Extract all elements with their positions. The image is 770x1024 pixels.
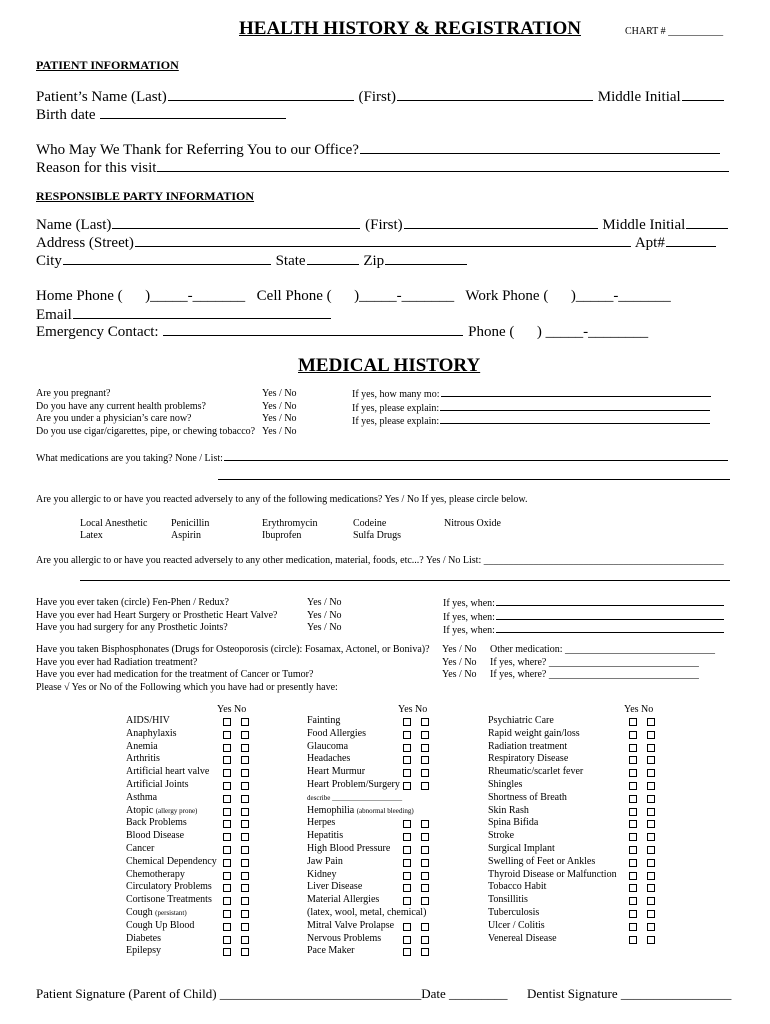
condition-hemophilia: Hemophilia (abnormal bleeding) [307, 804, 414, 816]
no-checkbox[interactable] [647, 820, 655, 828]
condition-shingles: Shingles [488, 778, 523, 790]
yes-checkbox[interactable] [223, 872, 231, 880]
no-checkbox[interactable] [647, 897, 655, 905]
condition-rapid-weight: Rapid weight gain/loss [488, 727, 580, 739]
radiation-where-field[interactable]: If yes, where? ______________________________ [490, 656, 699, 668]
yes-checkbox[interactable] [223, 897, 231, 905]
no-checkbox[interactable] [241, 718, 249, 726]
no-checkbox[interactable] [421, 731, 429, 739]
patient-first-input[interactable] [397, 88, 593, 101]
birth-date-input[interactable] [100, 106, 286, 119]
yes-checkbox[interactable] [403, 897, 411, 905]
yes-checkbox[interactable] [223, 910, 231, 918]
medications-row [36, 452, 729, 464]
condition-anemia: Anemia [126, 740, 158, 752]
no-checkbox[interactable] [647, 756, 655, 764]
yes-checkbox[interactable] [629, 744, 637, 752]
conditions-col-2 [307, 715, 442, 958]
condition-liver-disease: Liver Disease [307, 881, 363, 893]
responsible-heading: RESPONSIBLE PARTY INFORMATION [36, 189, 255, 203]
condition-respiratory: Respiratory Disease [488, 753, 569, 765]
yes-checkbox[interactable] [403, 833, 411, 841]
condition-cancer: Cancer [126, 842, 155, 854]
yes-no-option[interactable]: Yes / No [442, 656, 477, 668]
explain-input[interactable] [440, 415, 710, 424]
no-checkbox[interactable] [647, 718, 655, 726]
condition-surgical-implant: Surgical Implant [488, 842, 555, 854]
yes-checkbox[interactable] [629, 846, 637, 854]
no-checkbox[interactable] [421, 936, 429, 944]
explain-label: If yes, please explain: [352, 416, 440, 427]
resp-last-label: Name (Last) [36, 217, 112, 233]
when-label: If yes, when: [443, 598, 495, 609]
no-checkbox[interactable] [647, 846, 655, 854]
no-checkbox[interactable] [421, 744, 429, 752]
drug-nitrous-oxide[interactable]: Nitrous Oxide [444, 518, 501, 529]
yes-checkbox[interactable] [223, 820, 231, 828]
city-row [36, 252, 468, 270]
yes-checkbox[interactable] [403, 872, 411, 880]
no-checkbox[interactable] [421, 859, 429, 867]
address-label: Address (Street) [36, 235, 134, 251]
dentist-signature-field[interactable]: Dentist Signature _________________ [527, 986, 732, 1001]
yes-checkbox[interactable] [629, 910, 637, 918]
no-checkbox[interactable] [647, 744, 655, 752]
surgery-when [443, 597, 725, 638]
yes-checkbox[interactable] [223, 808, 231, 816]
yes-checkbox[interactable] [403, 846, 411, 854]
patient-first-label: (First) [358, 89, 397, 105]
yes-no-header-1: Yes No [217, 704, 247, 715]
when-label: If yes, when: [443, 611, 495, 623]
medications-input[interactable] [224, 452, 728, 461]
condition-heart-problem: Heart Problem/Surgery [307, 778, 400, 790]
condition-blood-disease: Blood Disease [126, 830, 185, 842]
no-checkbox[interactable] [241, 782, 249, 790]
yes-checkbox[interactable] [629, 833, 637, 841]
months-label: If yes, how many mo: [352, 389, 440, 400]
yes-checkbox[interactable] [403, 769, 411, 777]
condition-food-allergies: Food Allergies [307, 727, 366, 739]
phone-row [36, 288, 671, 305]
heart-describe-field[interactable]: describe ____________________ [307, 793, 403, 802]
allergy-drug-list [80, 518, 535, 542]
yes-checkbox[interactable] [223, 756, 231, 764]
condition-hepatitis: Hepatitis [307, 830, 344, 842]
drug-codeine[interactable]: Codeine [353, 518, 387, 529]
no-checkbox[interactable] [241, 936, 249, 944]
referral-label: Who May We Thank for Referring You to our Office? [36, 142, 359, 158]
no-checkbox[interactable] [241, 795, 249, 803]
yes-checkbox[interactable] [629, 795, 637, 803]
condition-psychiatric: Psychiatric Care [488, 715, 554, 726]
no-checkbox[interactable] [647, 923, 655, 931]
yes-no-option[interactable]: Yes / No [262, 425, 297, 437]
no-checkbox[interactable] [421, 846, 429, 854]
drug-local-anesthetic[interactable]: Local Anesthetic [80, 518, 148, 529]
condition-glaucoma: Glaucoma [307, 740, 349, 752]
condition-tonsillitis: Tonsillitis [488, 894, 528, 906]
q-fenphen: Have you ever taken (circle) Fen-Phen / Redux? [36, 597, 229, 608]
material-allergies-note: (latex, wool, metal, chemical) [307, 906, 427, 918]
no-checkbox[interactable] [421, 948, 429, 956]
resp-middle-label: Middle Initial [602, 217, 686, 233]
conditions-col-1 [126, 715, 256, 958]
no-checkbox[interactable] [647, 859, 655, 867]
apt-input[interactable] [666, 234, 716, 247]
no-checkbox[interactable] [241, 820, 249, 828]
yes-checkbox[interactable] [403, 782, 411, 790]
emergency-row [36, 323, 648, 341]
condition-chemical-dependency: Chemical Dependency [126, 855, 217, 867]
when-input[interactable] [496, 624, 724, 633]
condition-heart-murmur: Heart Murmur [307, 766, 366, 778]
other-medication-field[interactable]: Other medication: ______________________________ [490, 644, 715, 655]
reason-label: Reason for this visit [36, 160, 157, 176]
when-input[interactable] [496, 611, 724, 620]
no-checkbox[interactable] [241, 769, 249, 777]
no-checkbox[interactable] [647, 795, 655, 803]
allergic-question: Are you allergic to or have you reacted adversely to any of the following medications? Yes / No If yes, please circle below. [36, 494, 528, 505]
yes-checkbox[interactable] [403, 718, 411, 726]
resp-first-label: (First) [365, 217, 403, 233]
no-checkbox[interactable] [421, 872, 429, 880]
email-row [36, 306, 332, 324]
resp-middle-input[interactable] [686, 216, 728, 229]
no-checkbox[interactable] [647, 910, 655, 918]
no-checkbox[interactable] [241, 872, 249, 880]
patient-middle-input[interactable] [682, 88, 724, 101]
please-check-instruction: Please √ Yes or No of the Following which you have had or presently have: [36, 681, 338, 693]
condition-back-problems: Back Problems [126, 817, 187, 829]
referral-input[interactable] [360, 141, 720, 154]
state-label: State [275, 253, 306, 269]
no-checkbox[interactable] [421, 897, 429, 905]
no-checkbox[interactable] [241, 923, 249, 931]
home-phone-field[interactable]: Home Phone ( )_____-_______ [36, 288, 246, 304]
yes-checkbox[interactable] [403, 859, 411, 867]
yes-checkbox[interactable] [629, 897, 637, 905]
yes-checkbox[interactable] [223, 923, 231, 931]
chart-number-field[interactable]: CHART # ___________ [625, 26, 724, 37]
condition-shortness-breath: Shortness of Breath [488, 791, 567, 803]
yes-checkbox[interactable] [629, 923, 637, 931]
no-checkbox[interactable] [421, 820, 429, 828]
yes-checkbox[interactable] [223, 744, 231, 752]
apt-label: Apt# [634, 235, 665, 251]
referral-row [36, 141, 721, 159]
reason-input[interactable] [157, 159, 729, 172]
explain-label: If yes, please explain: [352, 402, 440, 414]
surgery-questions [36, 597, 278, 635]
yes-checkbox[interactable] [223, 936, 231, 944]
cancer-where-field[interactable]: If yes, where? ______________________________ [490, 669, 699, 680]
yes-no-option[interactable]: Yes / No [307, 622, 342, 633]
zip-label: Zip [363, 253, 385, 269]
address-input[interactable] [135, 234, 631, 247]
yes-checkbox[interactable] [223, 782, 231, 790]
yes-no-option[interactable]: Yes / No [442, 644, 477, 655]
yes-checkbox[interactable] [223, 769, 231, 777]
zip-input[interactable] [385, 252, 467, 265]
responsible-name-row [36, 216, 729, 234]
no-checkbox[interactable] [421, 769, 429, 777]
yes-checkbox[interactable] [629, 808, 637, 816]
q-radiation: Have you ever had Radiation treatment? [36, 656, 198, 668]
no-checkbox[interactable] [241, 744, 249, 752]
no-checkbox[interactable] [647, 884, 655, 892]
cell-phone-field[interactable]: Cell Phone ( )_____-_______ [256, 288, 455, 304]
email-input[interactable] [73, 306, 331, 319]
condition-thyroid: Thyroid Disease or Malfunction [488, 868, 617, 880]
emergency-phone-field[interactable]: Phone ( ) _____-________ [468, 324, 649, 340]
yes-no-option[interactable]: Yes / No [262, 400, 297, 412]
medical-questions [36, 388, 255, 438]
no-checkbox[interactable] [241, 910, 249, 918]
yes-checkbox[interactable] [223, 731, 231, 739]
yes-checkbox[interactable] [223, 859, 231, 867]
resp-last-input[interactable] [112, 216, 360, 229]
no-checkbox[interactable] [647, 833, 655, 841]
treatment-followups [490, 644, 715, 682]
no-checkbox[interactable] [421, 884, 429, 892]
city-label: City [36, 253, 62, 269]
medical-yes-no [262, 388, 297, 438]
no-checkbox[interactable] [241, 756, 249, 764]
yes-checkbox[interactable] [629, 884, 637, 892]
yes-no-header-3: Yes No [624, 704, 654, 715]
patient-last-input[interactable] [168, 88, 354, 101]
yes-checkbox[interactable] [223, 948, 231, 956]
condition-spina-bifida: Spina Bifida [488, 817, 539, 829]
yes-checkbox[interactable] [629, 756, 637, 764]
no-checkbox[interactable] [241, 808, 249, 816]
condition-high-blood-pressure: High Blood Pressure [307, 842, 391, 854]
drug-sulfa[interactable]: Sulfa Drugs [353, 530, 402, 541]
no-checkbox[interactable] [647, 808, 655, 816]
q-physician: Are you under a physician’s care now? [36, 413, 192, 424]
yes-checkbox[interactable] [223, 718, 231, 726]
condition-aids: AIDS/HIV [126, 715, 170, 726]
no-checkbox[interactable] [241, 859, 249, 867]
condition-jaw-pain: Jaw Pain [307, 855, 343, 867]
yes-checkbox[interactable] [629, 782, 637, 790]
drug-erythromycin[interactable]: Erythromycin [262, 518, 318, 529]
no-checkbox[interactable] [647, 872, 655, 880]
drug-penicillin[interactable]: Penicillin [171, 518, 210, 529]
hemophilia-note: (abnormal bleeding) [356, 806, 414, 815]
condition-herpes: Herpes [307, 817, 336, 829]
condition-circulatory: Circulatory Problems [126, 881, 212, 893]
condition-headaches: Headaches [307, 753, 351, 765]
condition-tobacco: Tobacco Habit [488, 881, 547, 893]
yes-no-header-2: Yes No [398, 704, 428, 715]
yes-no-option[interactable]: Yes / No [262, 413, 297, 424]
condition-atopic: Atopic (allergy prone) [126, 804, 198, 816]
condition-pace-maker: Pace Maker [307, 945, 355, 957]
emergency-input[interactable] [163, 323, 463, 336]
medical-history-heading: MEDICAL HISTORY [298, 355, 481, 376]
explain-input[interactable] [440, 402, 710, 411]
months-input[interactable] [441, 388, 711, 397]
no-checkbox[interactable] [241, 731, 249, 739]
patient-name-row [36, 88, 725, 106]
q-prosthetic: Have you had surgery for any Prosthetic Joints? [36, 622, 228, 633]
yes-checkbox[interactable] [629, 872, 637, 880]
condition-cough-blood: Cough Up Blood [126, 919, 195, 931]
city-input[interactable] [63, 252, 271, 265]
patient-info-heading: PATIENT INFORMATION [36, 58, 179, 72]
yes-checkbox[interactable] [629, 718, 637, 726]
no-checkbox[interactable] [241, 948, 249, 956]
condition-epilepsy: Epilepsy [126, 945, 161, 957]
patient-last-label: Patient’s Name (Last) [36, 89, 167, 105]
no-checkbox[interactable] [241, 833, 249, 841]
yes-checkbox[interactable] [403, 744, 411, 752]
condition-venereal: Venereal Disease [488, 932, 557, 944]
condition-rheumatic: Rheumatic/scarlet fever [488, 766, 584, 778]
condition-artificial-joints: Artificial Joints [126, 778, 189, 790]
condition-radiation: Radiation treatment [488, 740, 568, 752]
when-label: If yes, when: [443, 625, 495, 636]
condition-skin-rash: Skin Rash [488, 804, 529, 816]
q-tobacco: Do you use cigar/cigarettes, pipe, or chewing tobacco? [36, 425, 256, 437]
no-checkbox[interactable] [647, 769, 655, 777]
condition-nervous-problems: Nervous Problems [307, 932, 382, 944]
yes-checkbox[interactable] [403, 731, 411, 739]
yes-checkbox[interactable] [223, 795, 231, 803]
surgery-yes-no [307, 597, 342, 635]
condition-swelling: Swelling of Feet or Ankles [488, 855, 596, 867]
condition-chemotherapy: Chemotherapy [126, 868, 185, 880]
yes-checkbox[interactable] [403, 820, 411, 828]
work-phone-field[interactable]: Work Phone ( )_____-_______ [465, 288, 671, 304]
form-title: HEALTH HISTORY & REGISTRATION [239, 18, 581, 39]
q-health-problems: Do you have any current health problems? [36, 400, 206, 412]
yes-no-option[interactable]: Yes / No [262, 388, 297, 399]
condition-artificial-heart-valve: Artificial heart valve [126, 766, 210, 778]
yes-no-option[interactable]: Yes / No [307, 609, 342, 621]
conditions-col-3 [488, 715, 663, 945]
no-checkbox[interactable] [421, 756, 429, 764]
atopic-note: (allergy prone) [155, 806, 198, 815]
no-checkbox[interactable] [421, 923, 429, 931]
patient-signature-field[interactable]: Patient Signature (Parent of Child) _______________________________Date _________ [36, 986, 508, 1001]
condition-cortisone: Cortisone Treatments [126, 894, 212, 906]
yes-no-option[interactable]: Yes / No [307, 597, 342, 608]
drug-ibuprofen[interactable]: Ibuprofen [262, 530, 302, 541]
yes-checkbox[interactable] [629, 769, 637, 777]
yes-checkbox[interactable] [403, 923, 411, 931]
condition-mitral-valve: Mitral Valve Prolapse [307, 919, 395, 931]
no-checkbox[interactable] [421, 718, 429, 726]
yes-checkbox[interactable] [629, 936, 637, 944]
drug-latex[interactable]: Latex [80, 530, 103, 541]
address-row [36, 234, 717, 252]
no-checkbox[interactable] [241, 846, 249, 854]
other-allergy-question: Are you allergic to or have you reacted adversely to any other medication, material, foods, etc...? Yes / No List: ________________________________________________ [36, 555, 724, 566]
reason-row [36, 159, 730, 177]
medical-followups [352, 388, 712, 429]
patient-middle-label: Middle Initial [597, 89, 681, 105]
condition-stroke: Stroke [488, 830, 515, 842]
yes-checkbox[interactable] [223, 846, 231, 854]
q-bisphosphonates: Have you taken Bisphosphonates (Drugs for Osteoporosis (circle): Fosamax, Actonel, or Boniva)? [36, 644, 430, 655]
condition-anaphylaxis: Anaphylaxis [126, 727, 177, 739]
condition-material-allergies: Material Allergies [307, 894, 380, 906]
cough-note: (persistant) [155, 908, 187, 917]
yes-checkbox[interactable] [629, 820, 637, 828]
birth-date-label: Birth date [36, 107, 96, 123]
no-checkbox[interactable] [647, 731, 655, 739]
resp-first-input[interactable] [404, 216, 598, 229]
q-pregnant: Are you pregnant? [36, 388, 111, 399]
condition-tuberculosis: Tuberculosis [488, 906, 540, 918]
medications-line-2[interactable] [218, 479, 730, 480]
treatment-yes-no [442, 644, 477, 682]
emergency-label: Emergency Contact: [36, 324, 159, 340]
yes-checkbox[interactable] [223, 833, 231, 841]
no-checkbox[interactable] [421, 782, 429, 790]
q-cancer-medication: Have you ever had medication for the treatment of Cancer or Tumor? [36, 669, 314, 680]
no-checkbox[interactable] [241, 884, 249, 892]
state-input[interactable] [307, 252, 359, 265]
condition-asthma: Asthma [126, 791, 158, 803]
yes-checkbox[interactable] [629, 731, 637, 739]
no-checkbox[interactable] [241, 897, 249, 905]
when-input[interactable] [496, 597, 724, 606]
q-heart-surgery: Have you ever had Heart Surgery or Prosthetic Heart Valve? [36, 609, 278, 621]
condition-kidney: Kidney [307, 868, 337, 880]
condition-ulcer: Ulcer / Colitis [488, 919, 545, 931]
condition-cough: Cough (persistant) [126, 906, 187, 918]
birth-date-row [36, 106, 287, 124]
condition-diabetes: Diabetes [126, 932, 161, 944]
drug-aspirin[interactable]: Aspirin [171, 530, 201, 541]
yes-checkbox[interactable] [403, 884, 411, 892]
yes-checkbox[interactable] [403, 936, 411, 944]
yes-checkbox[interactable] [223, 884, 231, 892]
medications-label: What medications are you taking? None / List: [36, 453, 223, 464]
condition-arthritis: Arthritis [126, 753, 160, 765]
no-checkbox[interactable] [647, 782, 655, 790]
email-label: Email [36, 307, 72, 323]
treatment-questions [36, 644, 430, 694]
condition-fainting: Fainting [307, 715, 341, 726]
other-allergy-line[interactable] [80, 580, 730, 581]
no-checkbox[interactable] [647, 936, 655, 944]
yes-checkbox[interactable] [629, 859, 637, 867]
no-checkbox[interactable] [421, 833, 429, 841]
yes-no-option[interactable]: Yes / No [442, 669, 477, 680]
yes-checkbox[interactable] [403, 756, 411, 764]
yes-checkbox[interactable] [403, 948, 411, 956]
